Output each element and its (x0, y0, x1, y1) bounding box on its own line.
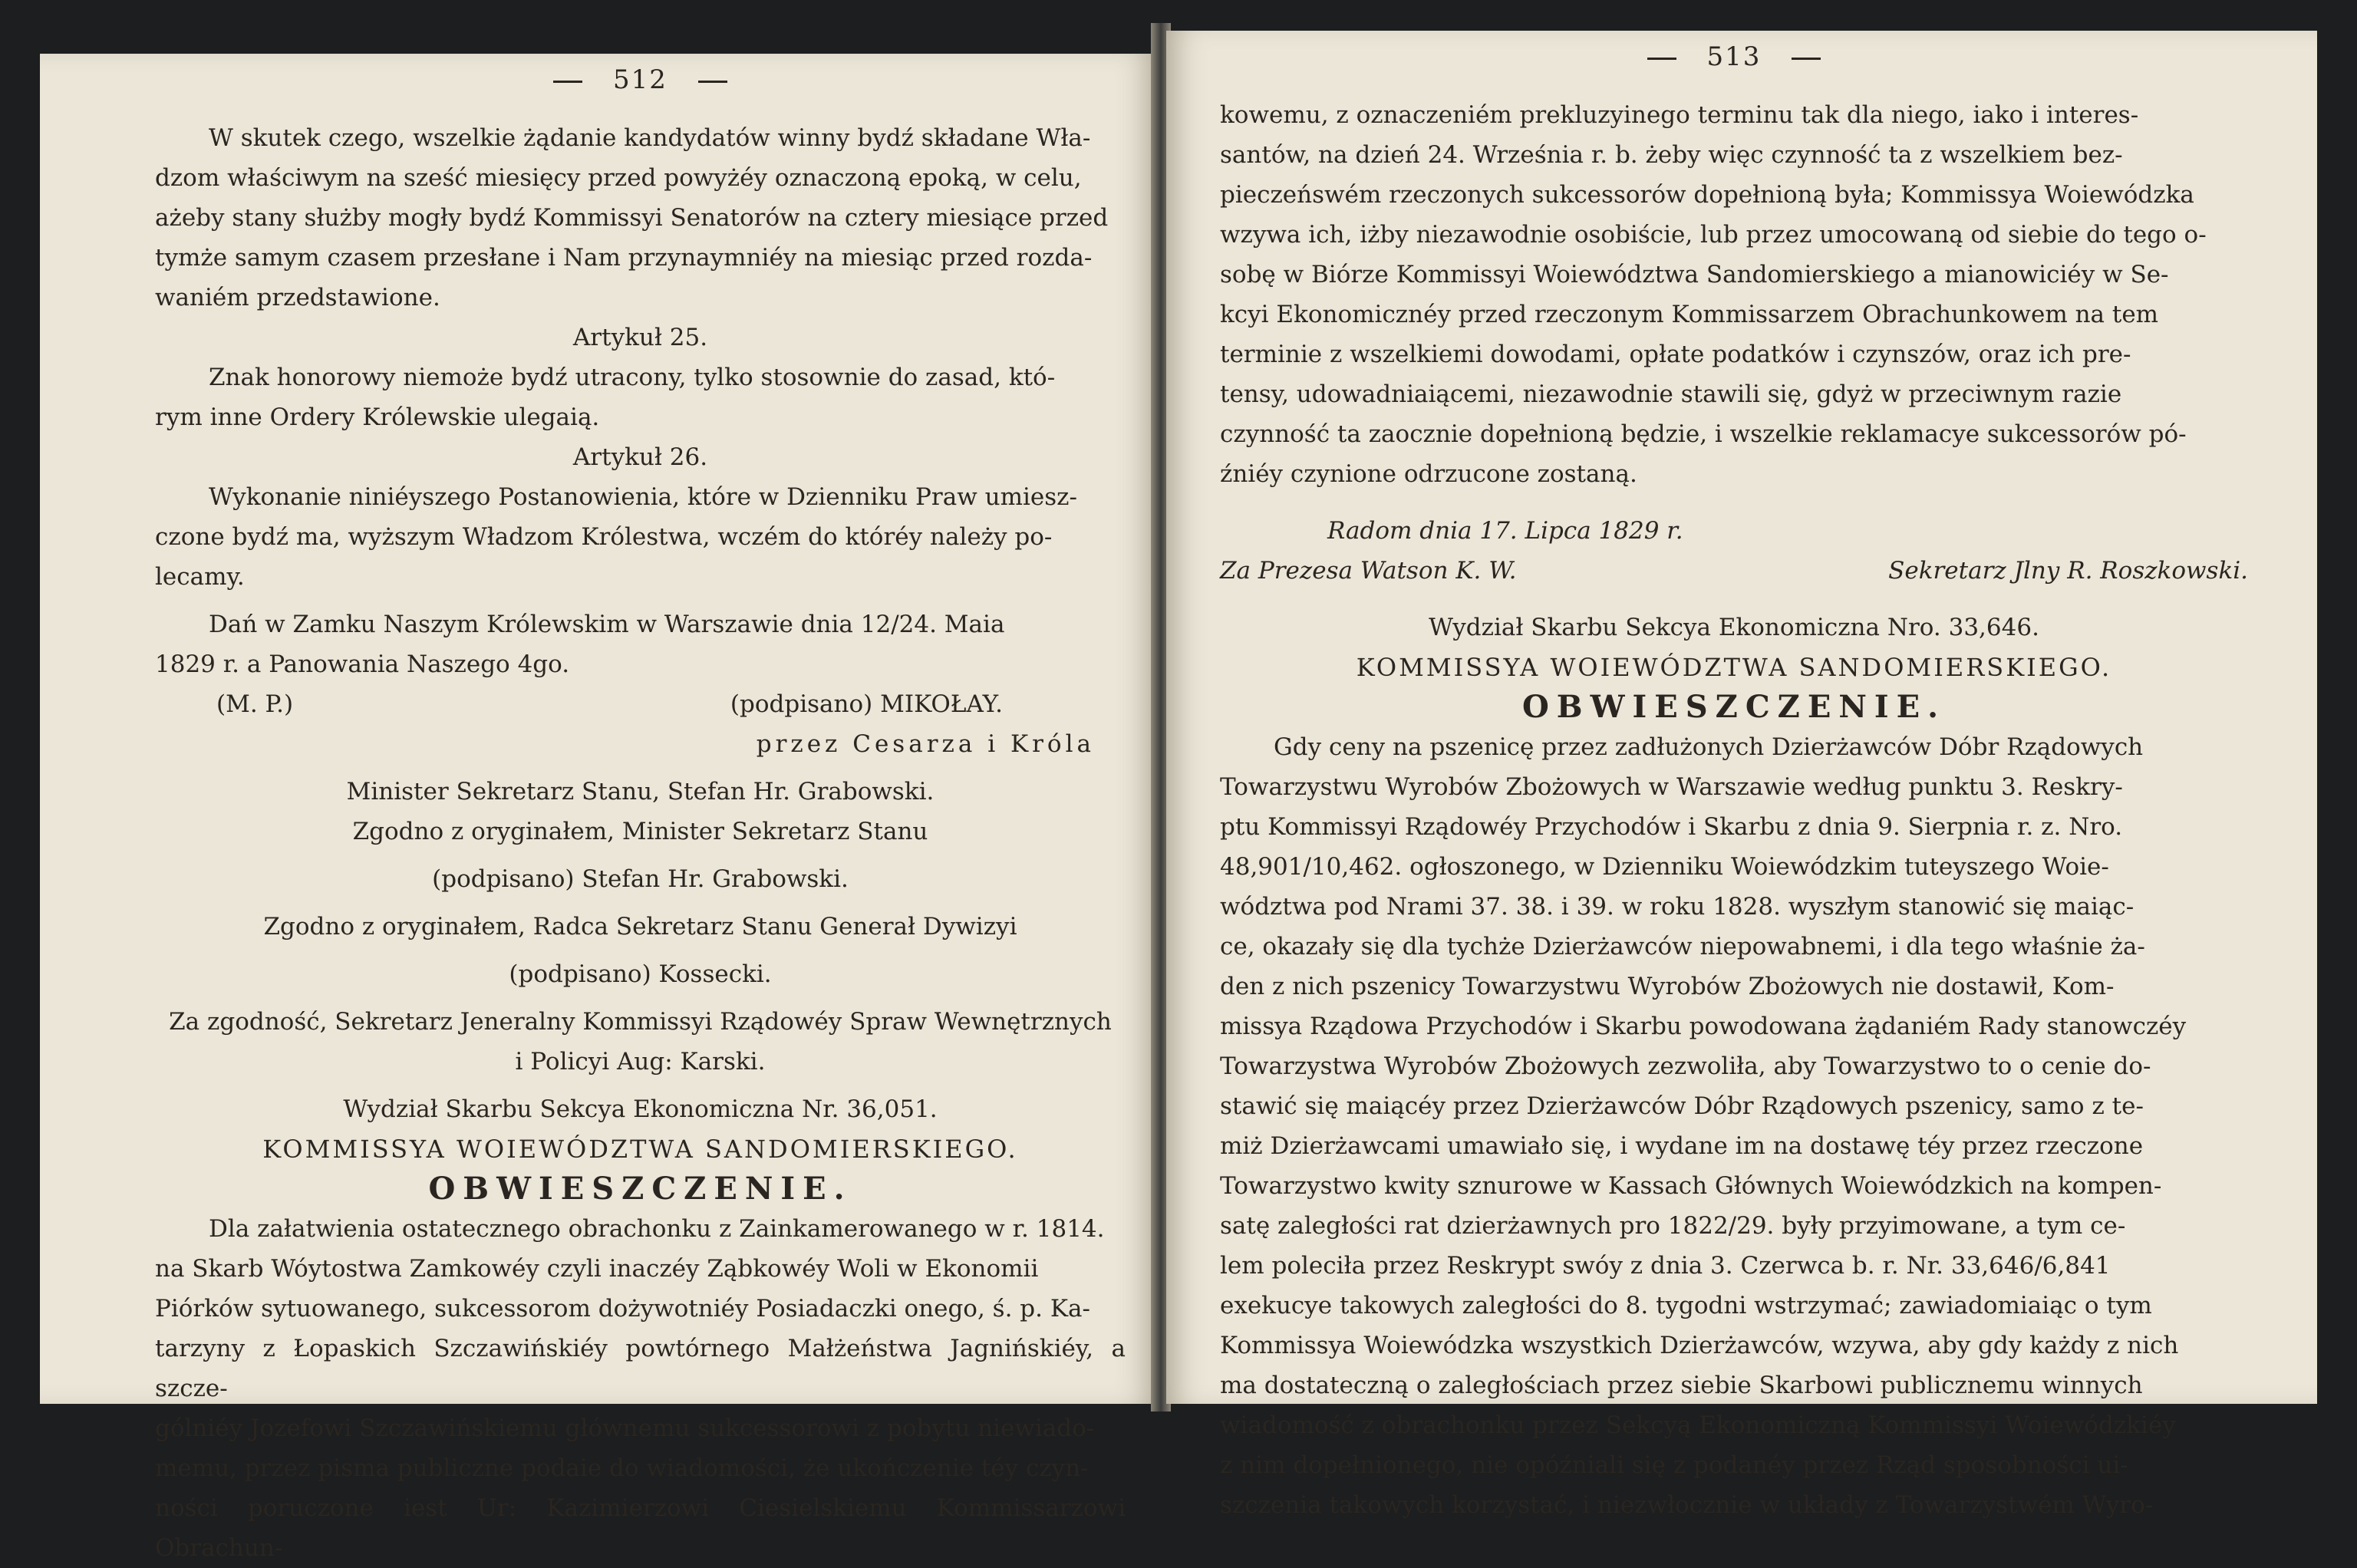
text-line: santów, na dzień 24. Września r. b. żeby więc czynność ta z wszelkiem bez- (1220, 141, 2123, 169)
commission-heading: KOMMISSYA WOIEWÓDZTWA SANDOMIERSKIEGO. (1356, 653, 2112, 682)
conformity-line: i Policyi Aug: Karski. (515, 1048, 766, 1076)
notice-line: Towarzystwu Wyrobów Zbożowych w Warszawie według punktu 3. Reskry- (1220, 773, 2123, 801)
notice-title: OBWIESZCZENIE. (1521, 689, 1947, 725)
conformity-line: Zgodno z oryginałem, Radca Sekretarz Stanu Generał Dywizyi (263, 913, 1017, 940)
notice-line: satę zaległości rat dzierżawnych pro 1822/29. były przyimowane, a tym ce- (1220, 1212, 2126, 1240)
notice-line: 48,901/10,462. ogłoszonego, w Dzienniku Woiewódzkim tuteyszego Woie- (1220, 853, 2109, 881)
place-date: Radom dnia 17. Lipca 1829 r. (1327, 517, 1683, 545)
conformity-signature: (podpisano) Stefan Hr. Grabowski. (432, 865, 849, 893)
text-line: kowemu, z oznaczeniém prekluzyinego terminu tak dla niego, iako i interes- (1220, 101, 2139, 129)
notice-line: exekucye takowych zaległości do 8. tygodni wstrzymać; zawiadomiaiąc o tym (1220, 1292, 2152, 1319)
text-line: tymże samym czasem przesłane i Nam przynaymniéy na miesiąc przed rozda- (155, 244, 1093, 272)
text-line: terminie z wszelkiemi dowodami, opłate podatków i czynszów, oraz ich pre- (1220, 341, 2131, 368)
notice-line: missya Rządowa Przychodów i Skarbu powodowana żądaniém Rady stanowczéy (1220, 1013, 2187, 1040)
article-25-line: Znak honorowy niemoże bydź utracony, tylko stosownie do zasad, któ- (209, 364, 1056, 391)
right-body (1220, 95, 2248, 1525)
text-line: ażeby stany służby mogły bydź Kommissyi Senatorów na cztery miesiące przed (155, 204, 1109, 232)
notice-line: wiadomość z obrachonku przez Sekcyą Ekonomiczną Kommissyi Woiewódzkiéy (1220, 1412, 2176, 1439)
text-line: tensy, udowadniaiącemi, niezawodnie stawili się, gdyż w przeciwnym razie (1220, 380, 2122, 408)
text-line: W skutek czego, wszelkie żądanie kandydatów winny bydź składane Wła- (209, 124, 1091, 152)
dated-line: Dań w Zamku Naszym Królewskim w Warszawie dnia 12/24. Maia (209, 611, 1005, 638)
notice-line: Dla załatwienia ostatecznego obrachonku z Zainkamerowanego w r. 1814. (209, 1215, 1105, 1243)
right-page (1166, 31, 2317, 1519)
notice-line: ce, okazały się dla tychże Dzierżawców niepowabnemi, i dla tego właśnie ża- (1220, 933, 2145, 960)
notice-paragraph (155, 1209, 1126, 1568)
notice-line: Piórków sytuowanego, sukcessorom dożywotniéy Posiadaczki onego, ś. p. Ka- (155, 1295, 1090, 1323)
commission-heading: KOMMISSYA WOIEWÓDZTWA SANDOMIERSKIEGO. (262, 1135, 1018, 1164)
notice-line: na Skarb Wóytostwa Zamkowéy czyli inaczéy Ząbkowéy Woli w Ekonomii (155, 1255, 1039, 1283)
signature-row (1220, 551, 2248, 591)
notice-line: miż Dzierżawcami umawiało się, i wydane im na dostawę téy przez rzeczone (1220, 1132, 2144, 1160)
notice-line: lem poleciła przez Reskrypt swóy z dnia 3. Czerwca b. r. Nr. 33,646/6,841 (1220, 1252, 2111, 1280)
article-26-line: lecamy. (155, 563, 245, 591)
text-line: pieczeńswém rzeczonych sukcessorów dopełnioną była; Kommissya Woiewódzka (1220, 181, 2194, 209)
text-line: dzom właściwym na sześć miesięcy przed powyżéy oznaczoną epoką, w celu, (155, 164, 1082, 192)
minister-line: Minister Sekretarz Stanu, Stefan Hr. Grabowski. (346, 778, 935, 805)
notice-line: ma dostateczną o zaległościach przez siebie Skarbowi publicznemu winnych (1220, 1372, 2143, 1399)
division-line: Wydział Skarbu Sekcya Ekonomiczna Nro. 33,646. (1429, 614, 2039, 641)
notice-line: gólniéy Jozefowi Szczawińskiemu głównemu sukcessorowi z pobytu niewiado- (155, 1415, 1095, 1442)
notice-title: OBWIESZCZENIE. (428, 1171, 852, 1207)
notice-line: z nim dopełnionego, nie opóźniali się z podanéy przez Rząd sposobności ui- (1220, 1451, 2128, 1479)
notice-line: ptu Kommissyi Rządowéy Przychodów i Skarbu z dnia 9. Sierpnia r. z. Nro. (1220, 813, 2123, 841)
continuation-paragraph (1220, 95, 2248, 494)
text-line: kcyi Ekonomicznéy przed rzeczonym Kommissarzem Obrachunkowem na tem (1220, 301, 2159, 328)
notice-line: ności poruczone iest Ur: Kazimierzowi Ciesielskiemu Kommissarzowi Obrachun- (155, 1494, 1126, 1562)
notice-line: Gdy ceny na pszenicę przez zadłużonych Dzierżawców Dóbr Rządowych (1274, 733, 2144, 761)
notice-line: Towarzystwa Wyrobów Zbożowych zezwoliła, aby Towarzystwo to o cenie do- (1220, 1052, 2151, 1080)
article-26-line: czone bydź ma, wyższym Władzom Królestwa, wczém do któréy należy po- (155, 523, 1053, 551)
notice-line: stawić się maiącéy przez Dzierżawców Dóbr Rządowych pszenicy, samo z te- (1220, 1092, 2144, 1120)
signature-row (155, 684, 1126, 724)
text-line: waniém przedstawione. (155, 284, 440, 311)
article-25-line: rym inne Ordery Królewskie ulegaią. (155, 404, 600, 431)
page-number-right: 513 (1220, 41, 2248, 95)
article-25-heading: Artykuł 25. (572, 324, 708, 351)
page-number-left: 512 (155, 64, 1126, 118)
notice-line: den z nich pszenicy Towarzystwu Wyrobów Zbożowych nie dostawił, Kom- (1220, 973, 2115, 1000)
notice-line: Towarzystwo kwity sznurowe w Kassach Głównych Woiewódzkich na kompen- (1220, 1172, 2162, 1200)
notice-line: Kommissya Woiewódzka wszystkich Dzierżawców, wzywa, aby gdy każdy z nich (1220, 1332, 2179, 1359)
text-line: czynność ta zaocznie dopełnioną będzie, i wszelkie reklamacye sukcessorów pó- (1220, 420, 2187, 448)
article-26-heading: Artykuł 26. (572, 443, 708, 471)
dated-line: 1829 r. a Panowania Naszego 4go. (155, 651, 570, 678)
notice-line: szczenia takowych korzystać, i niezwłocznie w układy z Towarzystwém Wyro- (1220, 1491, 2154, 1519)
text-line: wzywa ich, iżby niezawodnie osobiście, lub przez umocowaną od siebie do tego o- (1220, 221, 2207, 249)
division-line: Wydział Skarbu Sekcya Ekonomiczna Nr. 36,051. (343, 1095, 938, 1123)
by-emperor-line: przez Cesarza i Króla (756, 730, 1095, 758)
left-page (40, 54, 1156, 1562)
text-line: sobę w Biórze Kommissyi Woiewództwa Sandomierskiego a mianowiciéy w Se- (1220, 261, 2169, 288)
left-body (155, 118, 1126, 1568)
notice-paragraph (1220, 727, 2248, 1525)
notice-line: memu, przez pisma publiczne podaie do wiadomości, że ukończenie téy czyn- (155, 1454, 1089, 1482)
text-line: źniéy czynione odrzucone zostaną. (1220, 460, 1637, 488)
decree-paragraph (155, 118, 1126, 318)
secretary-signature: Sekretarz Jlny R. Roszkowski. (1888, 557, 2248, 585)
king-signature: (podpisano) MIKOŁAY. (730, 690, 1003, 718)
seal-mark: (M. P.) (216, 690, 294, 718)
conformity-signature: (podpisano) Kossecki. (509, 960, 772, 988)
conformity-line: Zgodno z oryginałem, Minister Sekretarz Stanu (352, 818, 928, 845)
president-signature: Za Prezesa Watson K. W. (1220, 557, 1517, 585)
article-26-line: Wykonanie niniéyszego Postanowienia, które w Dzienniku Praw umiesz- (209, 483, 1077, 511)
notice-line: wództwa pod Nrami 37. 38. i 39. w roku 1828. wyszłym stanowić się maiąc- (1220, 893, 2134, 921)
conformity-line: Za zgodność, Sekretarz Jeneralny Kommissyi Rządowéy Spraw Wewnętrznych (169, 1008, 1112, 1036)
notice-line: tarzyny z Łopaskich Szczawińskiéy powtórnego Małżeństwa Jagnińskiéy, a szcze- (155, 1335, 1126, 1402)
